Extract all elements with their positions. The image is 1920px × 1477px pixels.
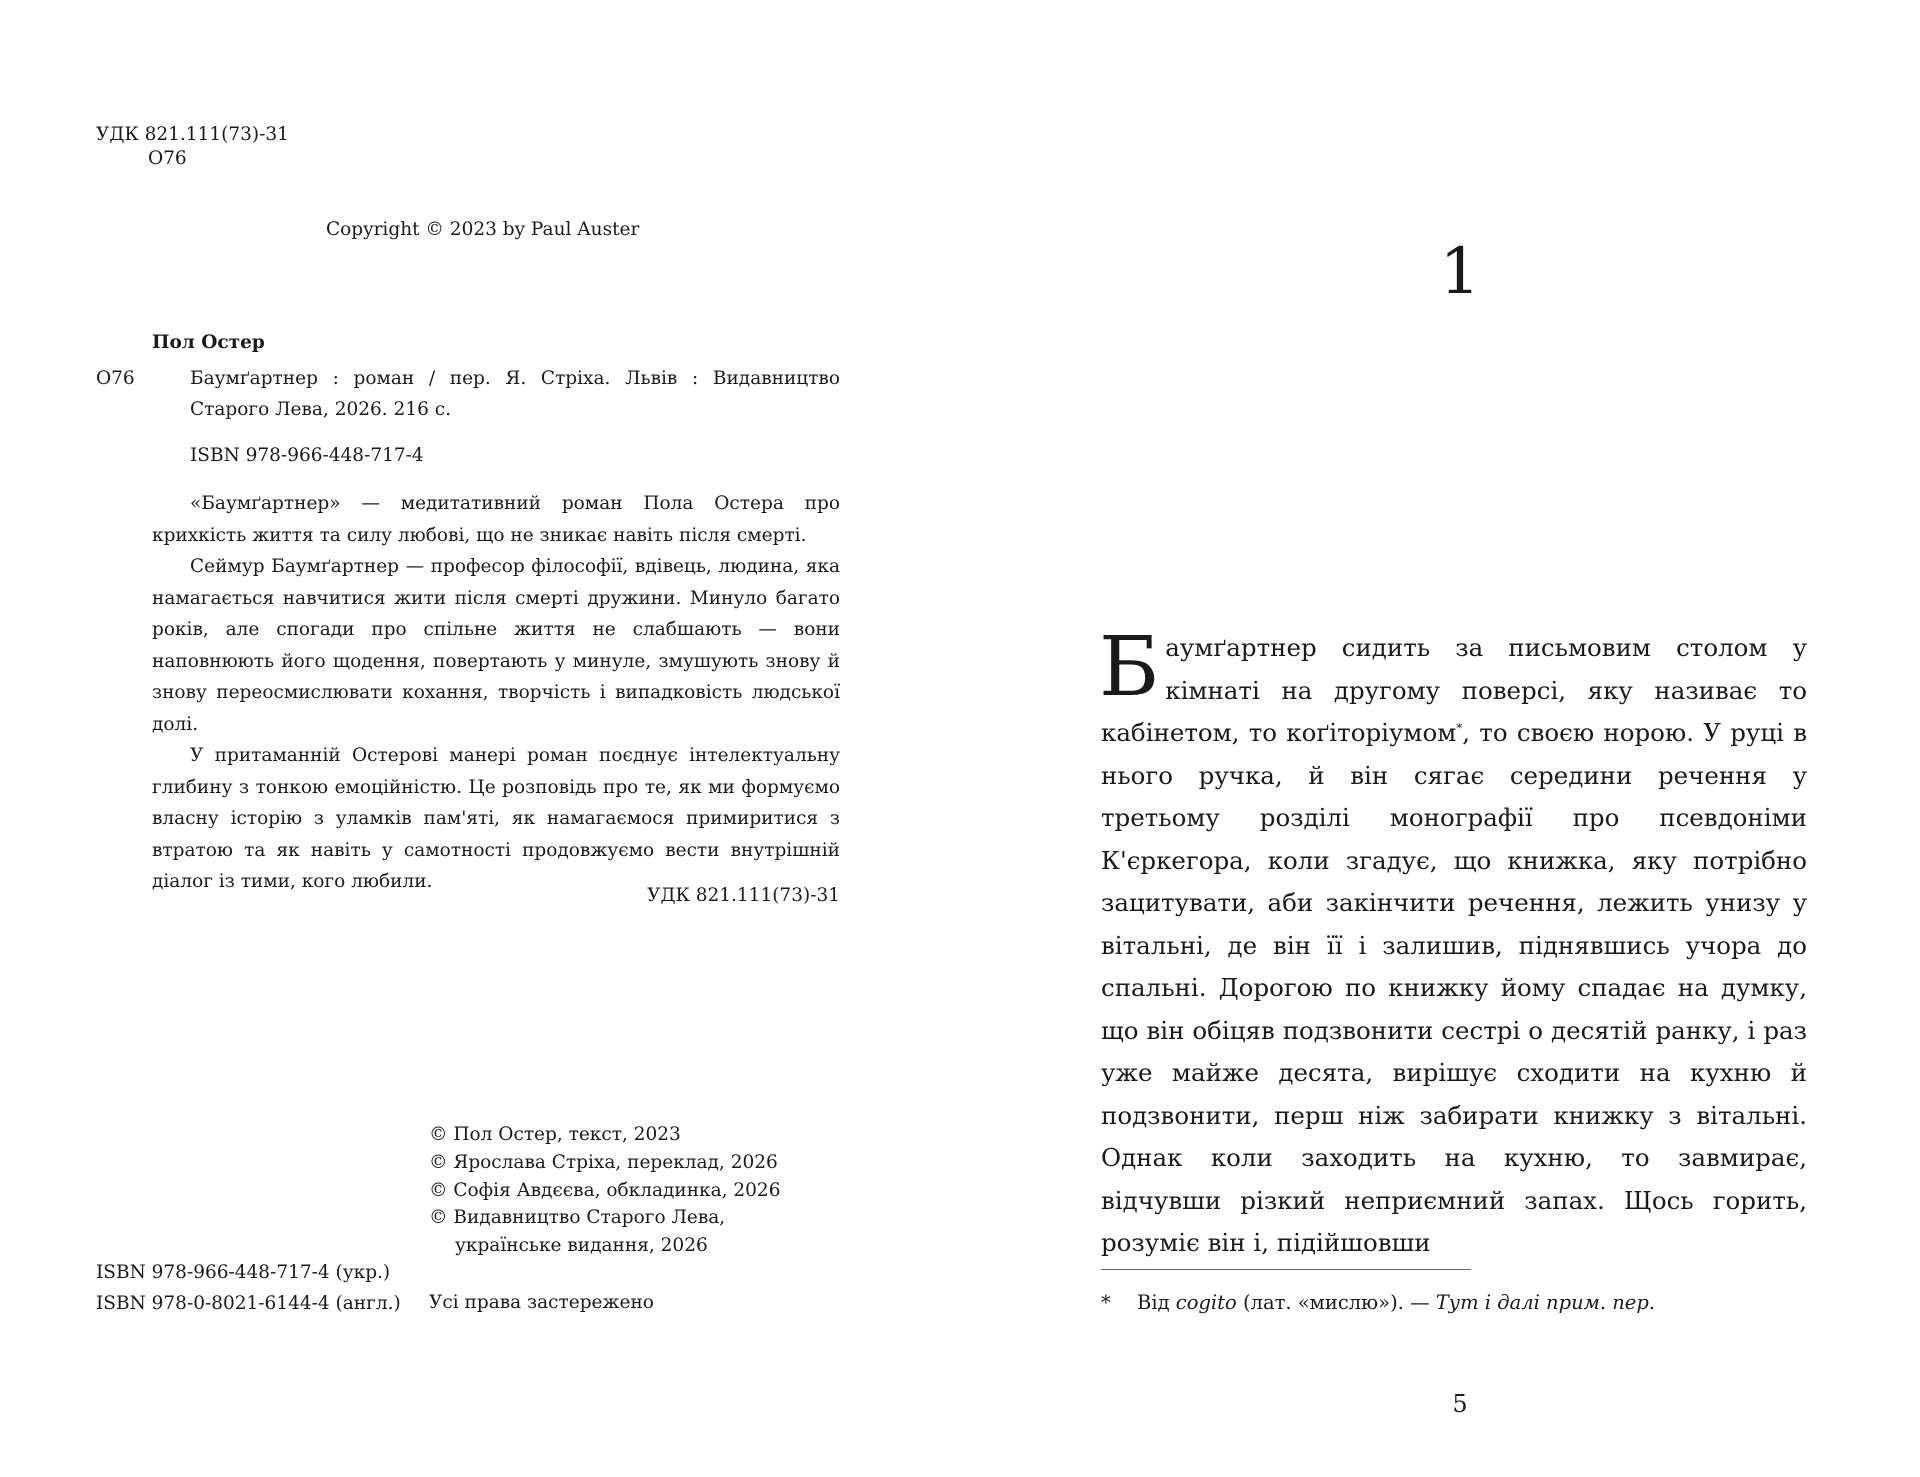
footnote-note: Тут і далі прим. пер.: [1435, 1291, 1656, 1314]
footnote-mark: *: [1101, 1291, 1111, 1314]
copyright-line: українське видання, 2026: [455, 1235, 708, 1257]
isbn-main: ISBN 978-966-448-717-4: [190, 445, 424, 466]
author-name: Пол Остер: [152, 332, 265, 353]
footnote-reference: *: [1456, 720, 1463, 735]
isbn-line: ISBN 978-0-8021-6144-4 (англ.): [96, 1293, 401, 1314]
footnote-text: (лат. «мислю»). —: [1236, 1291, 1436, 1314]
bibliographic-description: Баумґартнер : роман / пер. Я. Стріха. Львів : Видавництво Старого Лева, 2026. 216 с.: [190, 368, 840, 420]
copyright-line: © Видавництво Старого Лева,: [429, 1207, 726, 1229]
drop-cap: Б: [1099, 620, 1160, 715]
copyright-list: [429, 1121, 780, 1260]
annotation-paragraph: У притаманній Остерові манері роман поєднує інтелектуальну глибину з тонкою емоційністю. Це розповідь про те, як ми формуємо власну історію з уламків пам'яті, як намагаємося примиритися з втратою та як навіть у самотності продовжуємо вести внутрішній діалог із тими, кого любили.: [152, 745, 840, 892]
copyright-line: © Ярослава Стріха, переклад, 2026: [429, 1151, 778, 1173]
udk-block: [96, 123, 289, 171]
footnote-text: Від: [1137, 1291, 1176, 1314]
footnote-divider: [1101, 1269, 1471, 1270]
chapter-body-text: [1099, 620, 1807, 1265]
chapter-number: 1: [1439, 235, 1481, 309]
body-text-part: аумґартнер сидить за письмовим столом у кімнаті на другому поверсі, яку називає то кабінетом, то коґіторіумом: [1101, 633, 1807, 747]
annotation: [152, 488, 840, 898]
annotation-paragraph: «Баумґартнер» — медитативний роман Пола Остера про крихкість життя та силу любові, що не зникає навіть після смерті.: [152, 493, 840, 546]
isbn-list: [96, 1257, 401, 1319]
copyright-line: © Софія Авдєєва, обкладинка, 2026: [429, 1179, 781, 1201]
isbn-line: ISBN 978-966-448-717-4 (укр.): [96, 1262, 391, 1283]
body-text-part: , то своєю норою. У руці в нього ручка, й він сягає середини речення у третьому розділі монографії про псевдоніми К'єркегора, коли згадує, що книжка, яку потрібно зацитувати, аби закінчити речення, лежить унизу у вітальні, де він її і залишив, піднявшись учора до спальні. Дорогою по книжку йому спадає на думку, що він обіцяв подзвонити сестрі о десятій ранку, і раз уже майже десята, вирішує сходити на кухню й подзвонити, перш ніж забирати книжку з вітальні. Однак коли заходить на кухню, то завмирає, відчувши різкий неприємний запах. Щось горить, розуміє він і, підійшовши: [1101, 718, 1807, 1257]
page-number: 5: [1452, 1390, 1468, 1418]
annotation-paragraph: Сеймур Баумґартнер — професор філософії, вдівець, людина, яка намагається навчитися жити після смерті дружини. Минуло багато років, але спогади про спільне життя не слабшають — вони наповнюють його щодення, повертають у минуле, змушують знову й знову переосмислювати кохання, творчість і випадковість людської долі.: [152, 556, 840, 735]
footnote-term: cogito: [1175, 1291, 1237, 1314]
copyright-line: © Пол Остер, текст, 2023: [429, 1124, 681, 1145]
rights-reserved: Усі права застережено: [429, 1292, 654, 1313]
footnote: [1101, 1290, 1655, 1316]
copyright-english: Copyright © 2023 by Paul Auster: [326, 219, 640, 240]
udk-line: УДК 821.111(73)-31: [96, 124, 289, 145]
author-sign-code: О76: [148, 148, 187, 169]
udk-bottom: УДК 821.111(73)-31: [647, 885, 840, 906]
catalog-code: О76: [96, 368, 135, 389]
